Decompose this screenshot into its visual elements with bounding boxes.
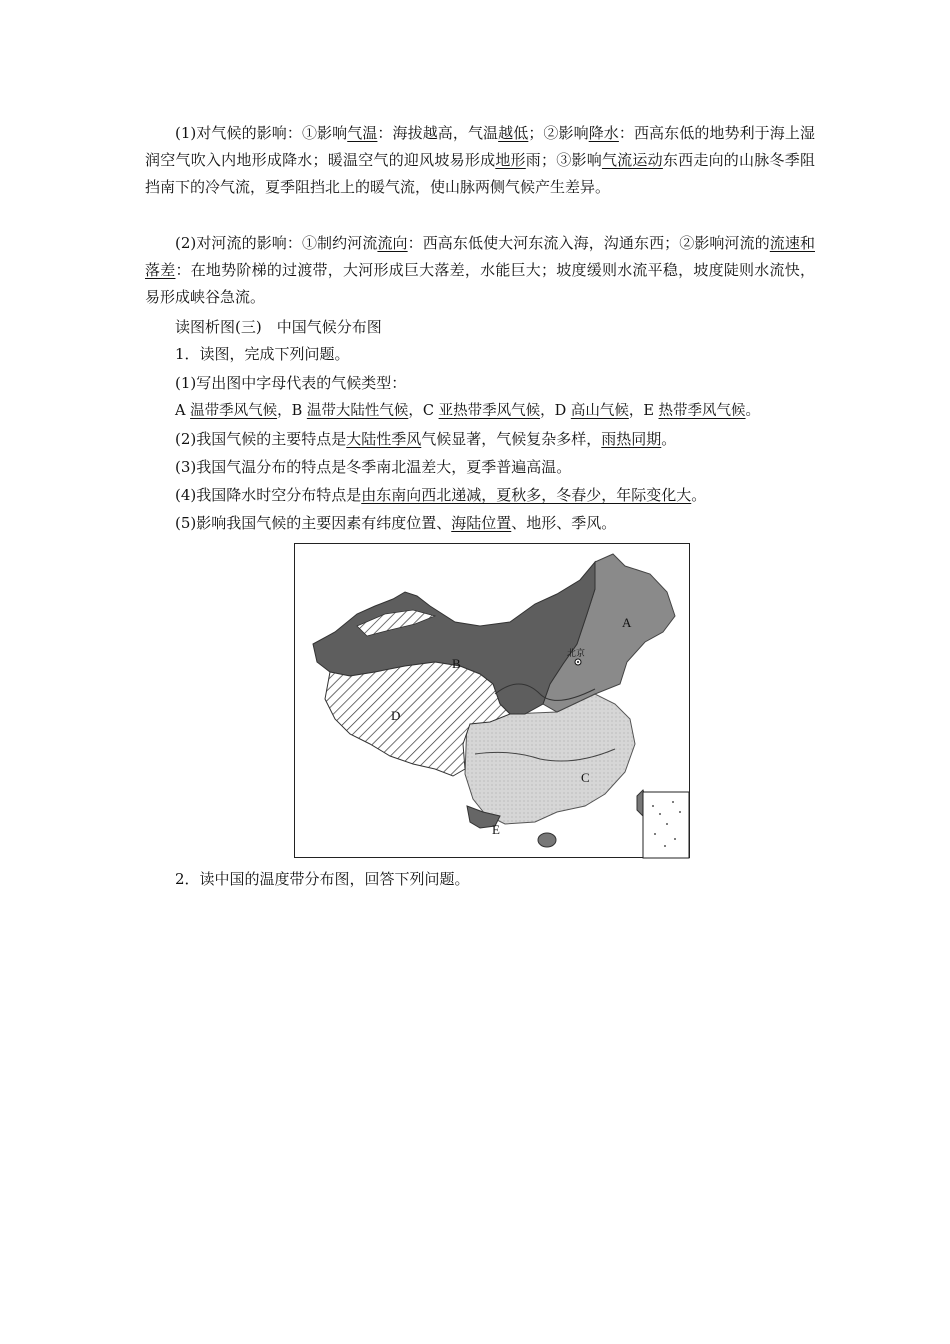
label-a: A <box>622 615 632 630</box>
label-b: B <box>452 656 461 671</box>
south-sea-inset <box>643 792 689 858</box>
question-1-2: (2)我国气候的主要特点是大陆性季风气候显著，气候复杂多样，雨热同期。 <box>175 430 677 448</box>
label-e: E <box>492 822 500 837</box>
label-c: C <box>581 770 590 785</box>
question-1: 1．读图，完成下列问题。 <box>175 345 350 363</box>
question-1-1: (1)写出图中字母代表的气候类型： <box>175 374 407 392</box>
section-heading: 读图析图(三) 中国气候分布图 <box>175 318 382 336</box>
hainan-island <box>538 833 556 847</box>
question-1-4: (4)我国降水时空分布特点是由东南向西北递减，夏秋多，冬春少，年际变化大。 <box>175 486 707 504</box>
question-1-3: (3)我国气温分布的特点是冬季南北温差大，夏季普遍高温。 <box>175 458 572 476</box>
question-2: 2．读中国的温度带分布图，回答下列问题。 <box>175 870 470 888</box>
river-paragraph: (2)对河流的影响：①制约河流流向：西高东低使大河东流入海，沟通东西；②影响河流的流速和落差：在地势阶梯的过渡带，大河形成巨大落差，水能巨大；坡度缓则水流平稳，坡度陡则水流快，易形成峡谷急流。 <box>145 234 815 306</box>
label-beijing: 北京 <box>567 649 586 659</box>
label-d: D <box>391 708 401 723</box>
climate-types-answer: A 温带季风气候，B 温带大陆性气候，C 亚热带季风气候，D 高山气候，E 热带季风气候。 <box>175 403 761 419</box>
china-climate-map <box>294 543 690 858</box>
question-1-5: (5)影响我国气候的主要因素有纬度位置、海陆位置、地形、季风。 <box>175 514 617 532</box>
climate-paragraph: (1)对气候的影响：①影响气温：海拔越高，气温越低；②影响降水：西高东低的地势利于海上湿润空气吹入内地形成降水；暖温空气的迎风坡易形成地形雨；③影响气流运动东西走向的山脉冬季阻挡南下的冷气流，夏季阻挡北上的暖气流，使山脉两侧气候产生差异。 <box>145 124 815 196</box>
